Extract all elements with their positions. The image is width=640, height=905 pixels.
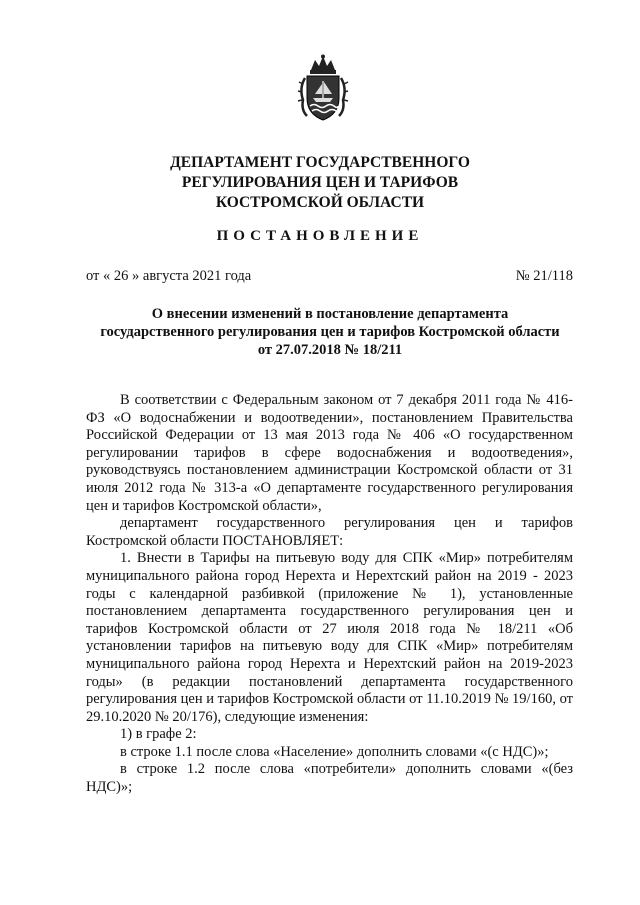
title-line-3: от 27.07.2018 № 18/211 [257,342,403,358]
subitem-1-paragraph: 1) в графе 2: [120,726,197,743]
document-number: № 21/118 [515,268,573,284]
resolves-paragraph: департамент государственного регулирования цен и тарифов Костромской области ПОСТАНОВЛЯЕТ: [86,515,573,549]
row-1-1-paragraph: в строке 1.1 после слова «Население» дополнить словами «(с НДС)»; [120,743,549,760]
title-line-2: государственного регулирования цен и тарифов Костромской области [100,324,560,340]
title-line-1: О внесении изменений в постановление департамента [151,306,509,322]
row-1-2-paragraph: в строке 1.2 после слова «потребители» дополнить словами «(без НДС)»; [86,761,573,796]
coat-of-arms-icon [297,54,349,124]
document-date: от « 26 » августа 2021 года [86,268,252,284]
department-line-3: КОСТРОМСКОЙ ОБЛАСТИ [215,194,425,211]
document-type-heading: ПОСТАНОВЛЕНИЕ [216,228,424,244]
item-1-paragraph: 1. Внести в Тарифы на питьевую воду для СПК «Мир» потребителям муниципального района город Нерехта и Нерехтский район на 2019 - 2023 годы с календарной разбивкой (приложение № 1), установленные постановлением департамента государственного регулирования цен и тарифов Костромской области от 27 июля 2018 года № 18/211 «Об установлении тарифов на питьевую воду для СПК «Мир» потребителям муниципального района город Нерехта и Нерехтский район на 2019-2023 годы» (в редакции постановлений департамента государственного регулирования цен и тарифов Костромской области от 11.10.2019 № 19/160, от 29.10.2020 № 20/176), следующие изменения: [86,550,573,725]
document-title [70,305,590,359]
department-line-2: РЕГУЛИРОВАНИЯ ЦЕН И ТАРИФОВ [181,174,459,191]
department-name [0,153,640,213]
department-line-1: ДЕПАРТАМЕНТ ГОСУДАРСТВЕННОГО [170,154,470,171]
preamble-paragraph: В соответствии с Федеральным законом от 7 декабря 2011 года № 416-ФЗ «О водоснабжении и водоотведении», постановлением Правительства Российской Федерации от 13 мая 2013 года № 406 «О государственном регулировании тарифов в сфере водоснабжения и водоотведения», руководствуясь постановлением администрации Костромской области от 31 июля 2012 года № 313-а «О департаменте государственного регулирования цен и тарифов Костромской области», [86,392,573,514]
document-body [86,392,573,797]
date-number-row [86,268,573,285]
